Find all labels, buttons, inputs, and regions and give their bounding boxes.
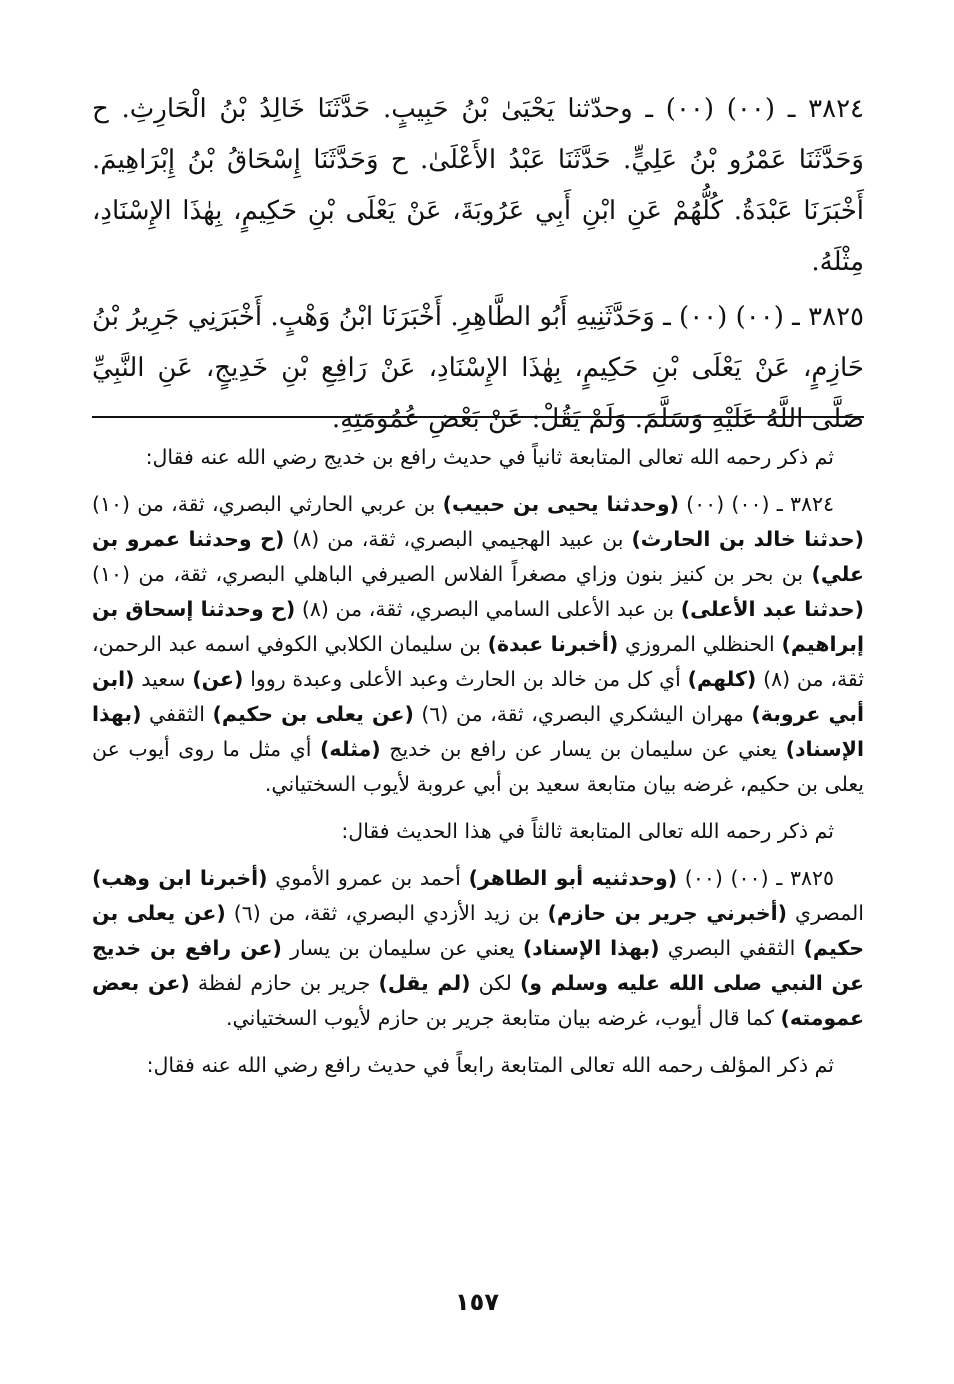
narrator-highlight: (أخبرنا عبدة) xyxy=(487,632,619,656)
hadith-text-block xyxy=(92,84,864,445)
commentary-text: الحنظلي المروزي xyxy=(618,632,782,656)
narrator-highlight: (ح وحدثنا عمرو بن علي) xyxy=(92,527,864,586)
narrator-highlight: (عن بعض عمومته) xyxy=(92,971,864,1030)
page-number: ١٥٧ xyxy=(455,1288,499,1316)
narrator-highlight: (كلهم) xyxy=(687,667,757,691)
commentary-paragraph-3825 xyxy=(92,861,864,1036)
narrator-highlight: (ح وحدثنا إسحاق بن إبراهيم) xyxy=(92,597,864,656)
commentary-text: يعني عن سليمان بن يسار عن رافع بن خديج xyxy=(380,737,786,761)
narrator-highlight: (عن يعلى بن حكيم) xyxy=(212,702,414,726)
hadith-3825: ٣٨٢٥ ـ (٠٠) (٠٠) ـ وَحَدَّثَنِيهِ أَبُو الطَّاهِرِ. أَخْبَرَنَا ابْنُ وَهْبٍ. أَخْبَرَنِي جَرِيرُ بْنُ حَازِمٍ، عَنْ يَعْلَى بْنِ حَكِيمٍ، بِهٰذَا الإِسْنَادِ، عَنْ رَافِعِ بْنِ خَدِيجٍ، عَنِ النَّبِيِّ صَلَّى اللَّهُ عَلَيْهِ وَسَلَّمَ. وَلَمْ يَقُلْ: عَنْ بَعْضِ عُمُومَتِهِ. xyxy=(92,302,864,434)
commentary-text: بن عبد الأعلى السامي البصري، ثقة، من (٨) xyxy=(295,597,681,621)
commentary-intro-3: ثم ذكر المؤلف رحمه الله تعالى المتابعة رابعاً في حديث رافع رضي الله عنه فقال: xyxy=(146,1053,834,1077)
commentary-text: ٣٨٢٥ ـ (٠٠) (٠٠) xyxy=(677,866,835,890)
narrator-highlight: (بهذا الإسناد) xyxy=(522,936,660,960)
commentary-intro-1: ثم ذكر رحمه الله تعالى المتابعة ثانياً في حديث رافع بن خديج رضي الله عنه فقال: xyxy=(145,445,834,469)
commentary-text: بن عبيد الهجيمي البصري، ثقة، من (٨) xyxy=(284,527,632,551)
commentary-text: بن زيد الأزدي البصري، ثقة، من (٦) xyxy=(225,901,548,925)
commentary-text: بن سليمان الكلابي الكوفي اسمه عبد الرحمن، ثقة، من (٨) xyxy=(92,632,865,691)
narrator-highlight: (حدثنا خالد بن الحارث) xyxy=(631,527,864,551)
commentary-text: كما قال أيوب، غرضه بيان متابعة جرير بن حازم لأيوب السختياني. xyxy=(226,1006,781,1030)
commentary-text: المصري xyxy=(787,901,864,925)
narrator-highlight: (أخبرنا ابن وهب) xyxy=(92,866,268,890)
commentary-text: سعيد xyxy=(134,667,193,691)
narrator-highlight: (لم يقل) xyxy=(378,971,471,995)
commentary-text: جرير بن حازم لفظة xyxy=(189,971,379,995)
narrator-highlight: (بهذا الإسناد) xyxy=(92,702,864,761)
commentary-text: ٣٨٢٤ ـ (٠٠) (٠٠) xyxy=(678,492,834,516)
narrator-highlight: (وحدثنا يحيى بن حبيب) xyxy=(442,492,679,516)
narrator-highlight: (عن يعلى بن حكيم) xyxy=(92,901,865,960)
commentary-block xyxy=(92,440,864,1095)
commentary-text: الثقفي xyxy=(141,702,213,726)
commentary-intro-2: ثم ذكر رحمه الله تعالى المتابعة ثالثاً في هذا الحديث فقال: xyxy=(341,819,834,843)
commentary-text: الثقفي البصري xyxy=(659,936,804,960)
separator-line xyxy=(92,416,864,418)
narrator-highlight: (أخبرني جرير بن حازم) xyxy=(547,901,787,925)
commentary-text: أي مثل ما روى أيوب عن يعلى بن حكيم، غرضه بيان متابعة سعيد بن أبي عروبة لأيوب السختياني. xyxy=(92,737,864,796)
commentary-text: لكن xyxy=(470,971,520,995)
commentary-text: بن بحر بن كنيز بنون وزاي مصغراً الفلاس الصيرفي الباهلي البصري، ثقة، من (١٠) xyxy=(92,562,812,586)
commentary-text: يعني عن سليمان بن يسار xyxy=(281,936,523,960)
narrator-highlight: (عن) xyxy=(192,667,244,691)
narrator-highlight: (عن رافع بن خديج عن النبي صلى الله عليه وسلم و) xyxy=(92,936,865,995)
commentary-text: بن عربي الحارثي البصري، ثقة، من (١٠) xyxy=(92,492,443,516)
commentary-text: مهران اليشكري البصري، ثقة، من (٦) xyxy=(413,702,752,726)
commentary-text: أي كل من خالد بن الحارث وعبد الأعلى وعبدة رووا xyxy=(243,667,688,691)
narrator-highlight: (حدثنا عبد الأعلى) xyxy=(680,597,865,621)
narrator-highlight: (ابن أبي عروبة) xyxy=(92,667,865,726)
hadith-3824: ٣٨٢٤ ـ (٠٠) (٠٠) ـ وحدّثنا يَحْيَىٰ بْنُ حَبِيبٍ. حَدَّثَنَا خَالِدُ بْنُ الْحَارِثِ. ح وَحَدَّثَنَا عَمْرُو بْنُ عَلِيٍّ. حَدَّثَنَا عَبْدُ الأَعْلَىٰ. ح وَحَدَّثَنَا إِسْحَاقُ بْنُ إِبْرَاهِيمَ. أَخْبَرَنَا عَبْدَةُ. كُلُّهُمْ عَنِ ابْنِ أَبِي عَرُوبَةَ، عَنْ يَعْلَى بْنِ حَكِيمٍ، بِهٰذَا الإِسْنَادِ، مِثْلَهُ. xyxy=(92,94,864,277)
commentary-text: أحمد بن عمرو الأموي xyxy=(267,866,469,890)
narrator-highlight: (مثله) xyxy=(320,737,381,761)
commentary-paragraph-3824 xyxy=(92,487,864,802)
narrator-highlight: (وحدثنيه أبو الطاهر) xyxy=(468,866,678,890)
